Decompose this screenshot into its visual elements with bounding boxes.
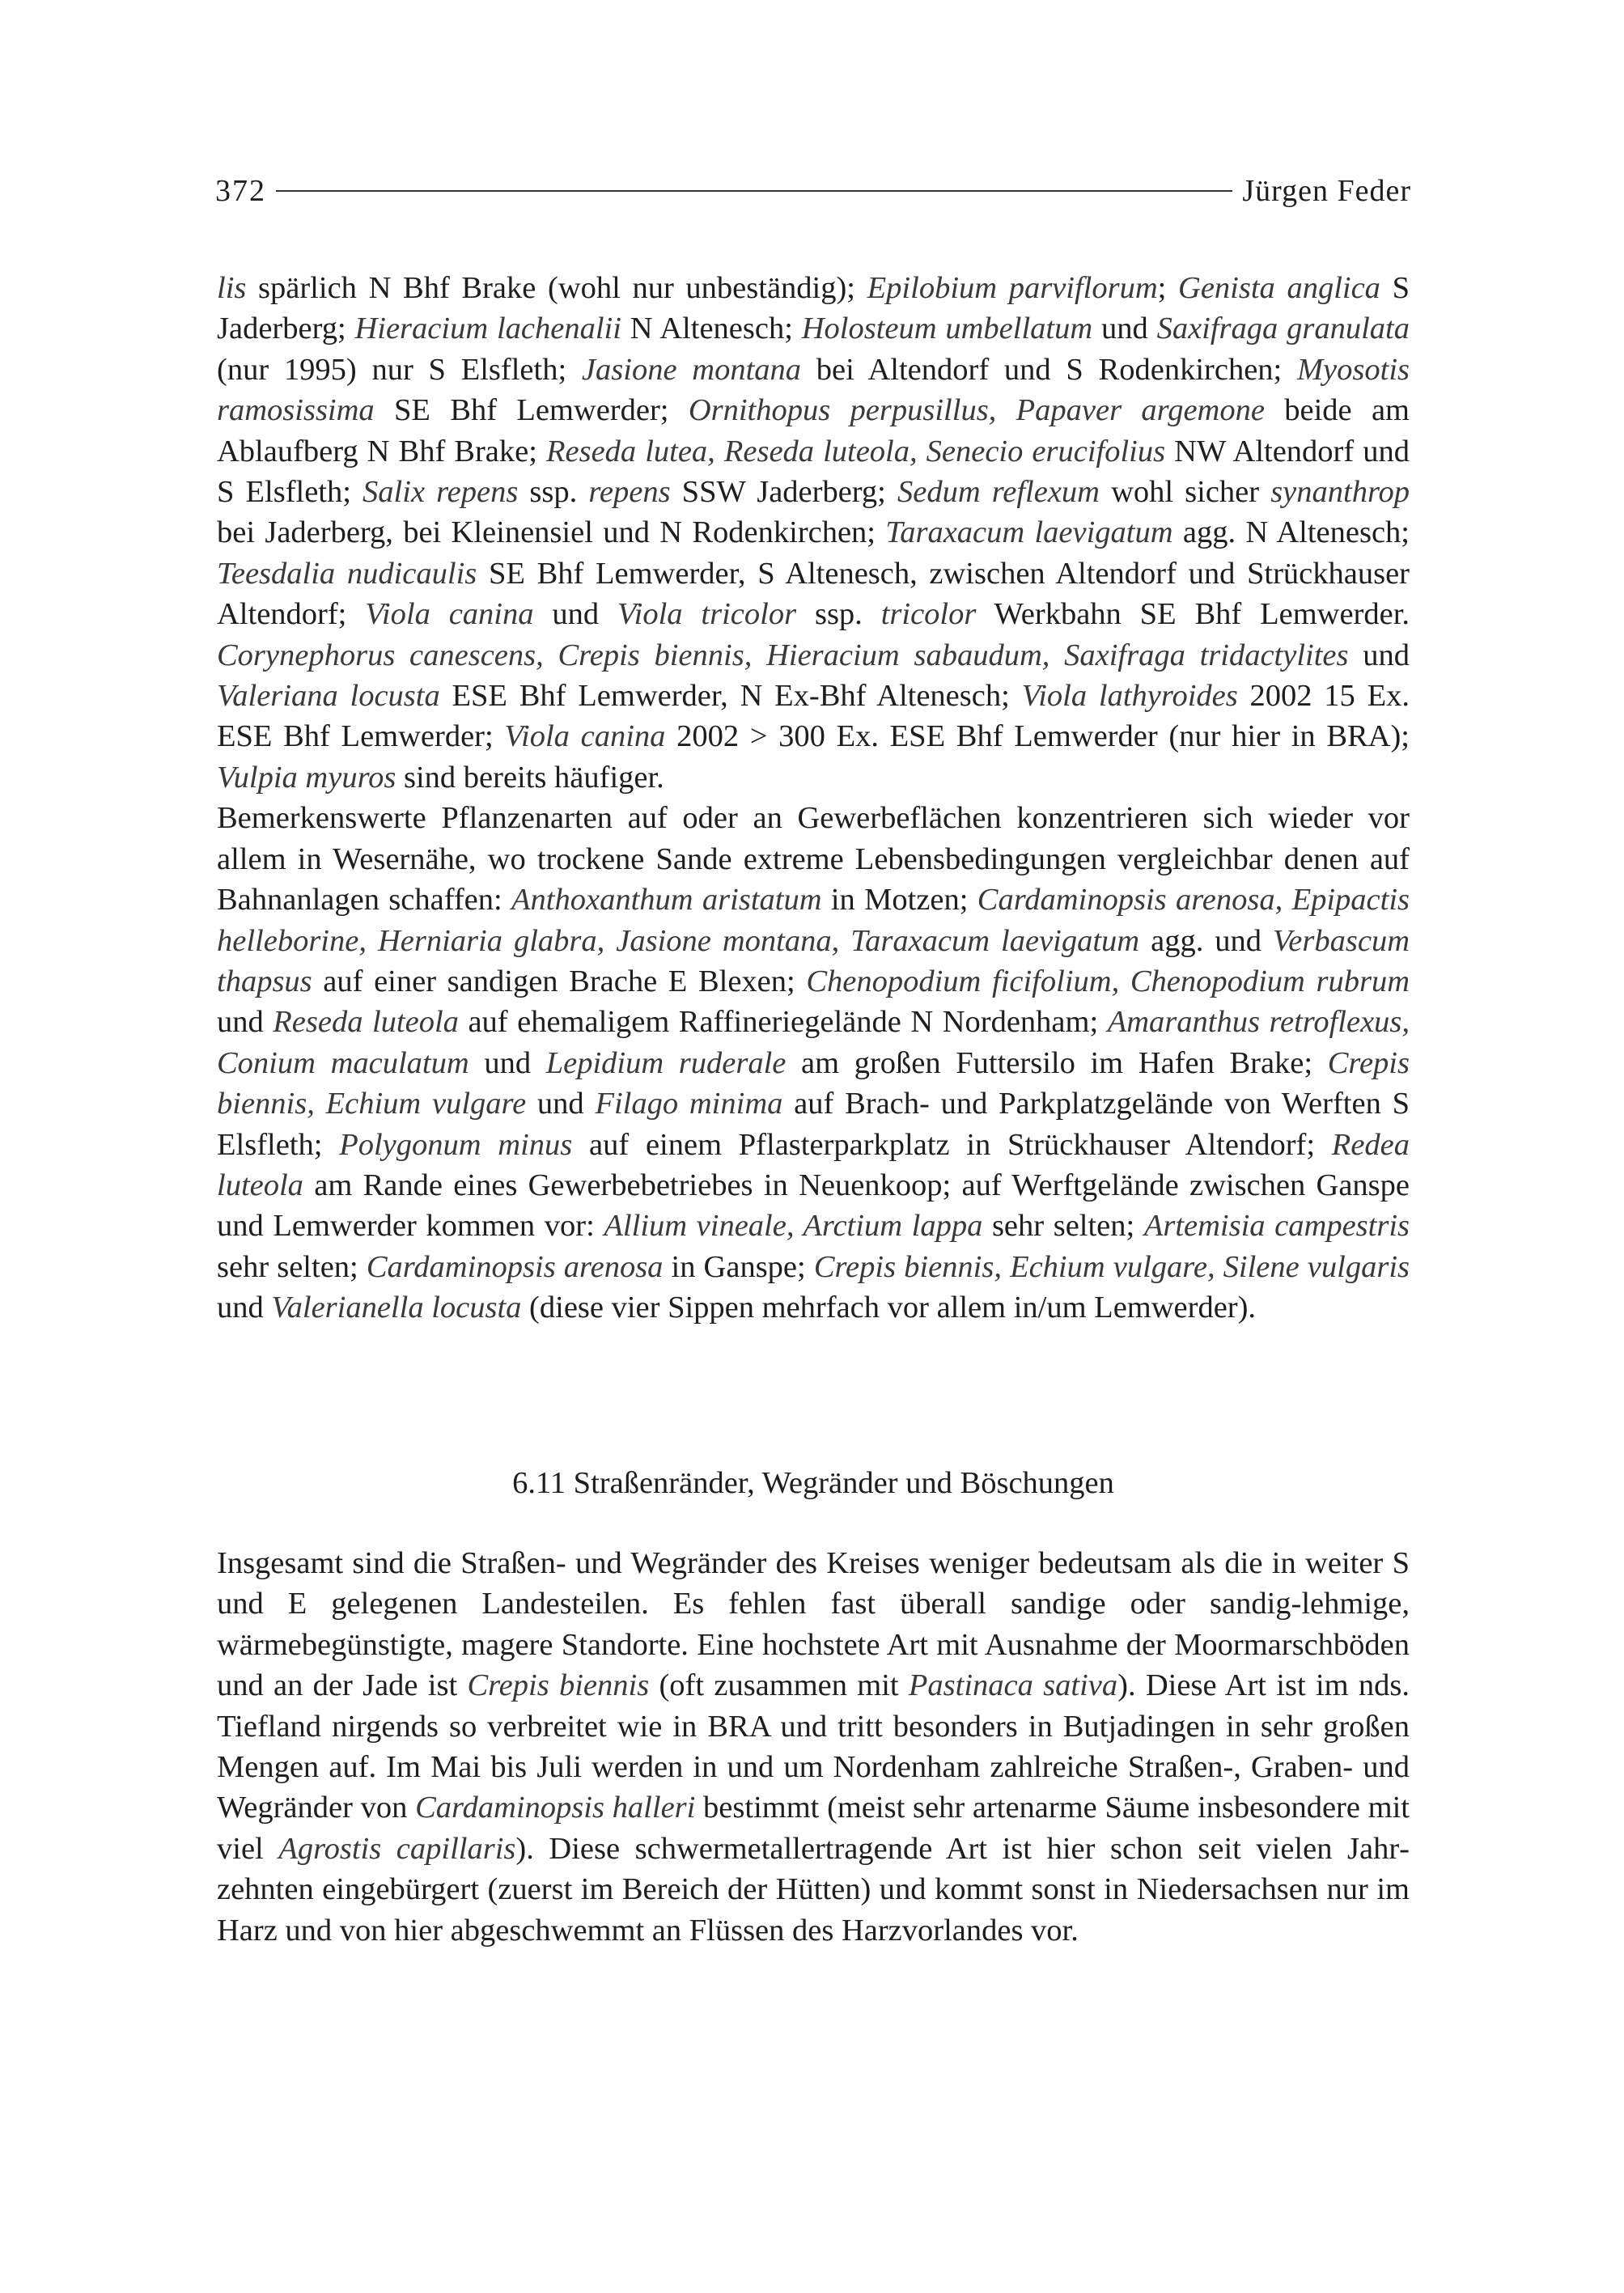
species-name: Sedum reflexum — [897, 475, 1100, 510]
species-name: Valeriana locusta — [217, 679, 440, 714]
text-run: und — [526, 1087, 596, 1121]
body-text-section-1 — [217, 268, 1410, 1329]
paragraph — [217, 1543, 1410, 1951]
text-run: in Ganspe; — [663, 1249, 814, 1284]
text-run: sehr selten; — [217, 1249, 367, 1284]
species-name: Amaranthus retroflexus, Conium maculatum — [217, 1005, 1410, 1080]
text-run: und — [533, 597, 617, 632]
species-name: Myosotis ramosissima — [217, 352, 1410, 428]
species-name: Agrostis capillaris — [278, 1831, 516, 1866]
text-run: ssp. — [518, 475, 589, 510]
species-name: Viola canina — [365, 597, 534, 632]
species-name: lis — [217, 271, 247, 305]
text-run: und — [469, 1045, 546, 1080]
species-name: Allium vineale, Arctium lappa — [604, 1209, 983, 1244]
species-name: Pastinaca sativa — [908, 1668, 1118, 1703]
species-name: Genista anglica — [1178, 271, 1380, 305]
species-name: Vulpia myuros — [217, 760, 396, 795]
species-name: Teesdalia nudicaulis — [217, 556, 477, 591]
paragraph — [217, 268, 1410, 798]
species-name: Verbascum thapsus — [217, 923, 1410, 998]
section-heading: 6.11 Straßenränder, Wegränder und Böschungen — [512, 1466, 1114, 1500]
text-run: bei Altendorf und S Rodenkirchen; — [801, 352, 1297, 387]
species-name: Filago minima — [595, 1087, 783, 1121]
text-run: bei Jaderberg, bei Kleinensiel und N Rodenkirchen; — [217, 515, 886, 550]
species-name: Hieracium lachenalii — [354, 312, 621, 346]
species-name: Reseda lutea, Reseda luteola, Senecio erucifolius — [545, 434, 1166, 468]
species-name: Jasione montana — [581, 352, 802, 387]
text-run: (diese vier Sippen mehrfach vor allem in/um Lemwerder). — [521, 1291, 1257, 1325]
text-run: SSW Jaderberg; — [670, 475, 897, 510]
species-name: Taraxacum laevigatum — [885, 515, 1173, 550]
body-text-section-2 — [217, 1543, 1410, 1951]
text-run: 2002 15 Ex. ESE Bhf Lemwerder; — [217, 679, 1410, 754]
text-run: auf ehemaligem Raffineriegelände N Nordenham; — [458, 1005, 1108, 1040]
text-run: sehr selten; — [982, 1209, 1144, 1244]
text-run: ESE Bhf Lemwerder, N Ex-Bhf Altenesch; — [439, 679, 1022, 714]
species-name: Anthoxanthum aristatum — [511, 883, 822, 918]
species-name: Salix repens — [363, 475, 519, 510]
text-run: Werkbahn SE Bhf Lemwerder. — [976, 597, 1410, 632]
text-run: ; — [1157, 271, 1179, 305]
text-run: agg. N Altenesch; — [1172, 515, 1410, 550]
species-name: Cardaminopsis halleri — [415, 1791, 696, 1825]
text-run: N Altenesch; — [621, 312, 802, 346]
text-run: am Rande eines Gewerbebetriebes in Neuenkoop; auf Werftgelände zwischen Ganspe und Lemwerder kommen vor: — [217, 1168, 1410, 1244]
text-run: NW Altendorf und S Elsfleth; — [217, 434, 1410, 510]
species-name: Chenopodium ficifolium, Chenopodium rubrum — [806, 964, 1410, 998]
species-name: Ornithopus perpusillus, Papaver argemone — [688, 393, 1265, 428]
species-name: Crepis biennis — [467, 1668, 650, 1703]
species-name: Epilobium parviflorum — [867, 271, 1158, 305]
text-run: beide am Ablaufberg N Bhf Brake; — [217, 393, 1410, 468]
species-name: Cardaminopsis arenosa, Epipactis helleborine, Herniaria glabra, Jasione montana, Taraxacum laevigatum — [217, 883, 1410, 958]
species-name: Artemisia campestris — [1143, 1209, 1410, 1244]
species-name: Holosteum umbellatum — [801, 312, 1093, 346]
species-name: Viola tricolor — [617, 597, 797, 632]
text-run: agg. und — [1139, 923, 1274, 958]
species-name: Saxifraga granulata — [1156, 312, 1410, 346]
species-name: Corynephorus canescens, Crepis biennis, Hieracium sabaudum, Saxifraga tridactylites — [217, 638, 1349, 672]
species-name: tricolor — [880, 597, 977, 632]
text-run: (oft zusammen mit — [649, 1668, 909, 1703]
species-name: Cardaminopsis arenosa — [366, 1249, 664, 1284]
text-run: 2002 > 300 Ex. ESE Bhf Lemwerder (nur hier in BRA); — [665, 719, 1410, 754]
text-run: SE Bhf Lemwerder, S Altenesch, zwischen Altendorf und Strückhauser Altendorf; — [217, 556, 1410, 632]
text-run: ssp. — [796, 597, 881, 632]
paragraph — [217, 798, 1410, 1328]
species-name: Viola canina — [504, 719, 666, 754]
species-name: synanthrop — [1270, 475, 1410, 510]
species-name: Reseda luteola — [273, 1005, 459, 1040]
text-run: und — [217, 1005, 273, 1040]
species-name: Crepis biennis, Echium vulgare, Silene vulgaris — [813, 1249, 1410, 1284]
text-run: bestimmt (meist sehr artenarme Säume insbesondere mit viel — [217, 1791, 1410, 1866]
species-name: Crepis biennis, Echium vulgare — [217, 1045, 1410, 1121]
species-name: Lepidium ruderale — [545, 1045, 787, 1080]
text-run: auf einem Pflasterparkplatz in Strückhauser Altendorf; — [572, 1127, 1332, 1162]
text-run: und — [1348, 638, 1410, 672]
running-header — [215, 167, 1411, 215]
text-run: auf einer sandigen Brache E Blexen; — [312, 964, 807, 998]
text-run: S Jaderberg; — [217, 271, 1410, 346]
species-name: Redea luteola — [217, 1127, 1410, 1202]
text-run: Insgesamt sind die Straßen- und Wegränder des Kreises weniger bedeutsam als die in weiter S und E gelegenen Landesteilen. Es fehlen fast überall sandige oder sandig-lehmige, wärmebegünstigte, magere Standorte. Eine hochstete Art mit Ausnahme der Moormarschböden und an der Jade ist — [217, 1546, 1410, 1703]
text-run: am großen Futtersilo im Hafen Brake; — [786, 1045, 1328, 1080]
text-run: wohl sicher — [1099, 475, 1271, 510]
header-rule — [276, 190, 1232, 192]
text-run: auf Brach- und Parkplatzgelände von Werften S Elsfleth; — [217, 1087, 1410, 1162]
text-run: (nur 1995) nur S Elsfleth; — [217, 352, 582, 387]
text-run: sind bereits häufiger. — [396, 760, 664, 795]
text-run: ). Diese schwermetallertragende Art ist hier schon seit vielen Jahrzehnten eingebürgert (zuerst im Bereich der Hütten) und kommt sonst in Niedersachsen nur im Harz und von hier abgeschwemmt an Flüssen des Harzvorlandes vor. — [217, 1831, 1410, 1948]
species-name: Valerianella locusta — [271, 1291, 522, 1325]
species-name: repens — [588, 475, 671, 510]
text-run: ). Diese Art ist im nds. Tiefland nirgends so verbreitet wie in BRA und tritt besonders in Butjadingen in sehr großen Mengen auf. Im Mai bis Juli werden in und um Nordenham zahlreiche Straßen-, Graben- und Wegränder von — [217, 1668, 1410, 1825]
text-run: Bemerkenswerte Pflanzenarten auf oder an Gewerbeflächen konzentrieren sich wieder vor allem in Wesernähe, wo trockene Sande extreme Lebensbedingungen vergleichbar denen auf Bahnanlagen schaffen: — [217, 801, 1410, 918]
page-number: 372 — [215, 174, 266, 208]
text-run: SE Bhf Lemwerder; — [374, 393, 689, 428]
species-name: Viola lathyroides — [1021, 679, 1238, 714]
text-run: und — [217, 1291, 272, 1325]
text-run: in Motzen; — [821, 883, 977, 918]
running-head-author: Jürgen Feder — [1242, 174, 1411, 208]
text-run: und — [1092, 312, 1157, 346]
text-run: spärlich N Bhf Brake (wohl nur unbeständig); — [246, 271, 867, 305]
species-name: Polygonum minus — [339, 1127, 573, 1162]
